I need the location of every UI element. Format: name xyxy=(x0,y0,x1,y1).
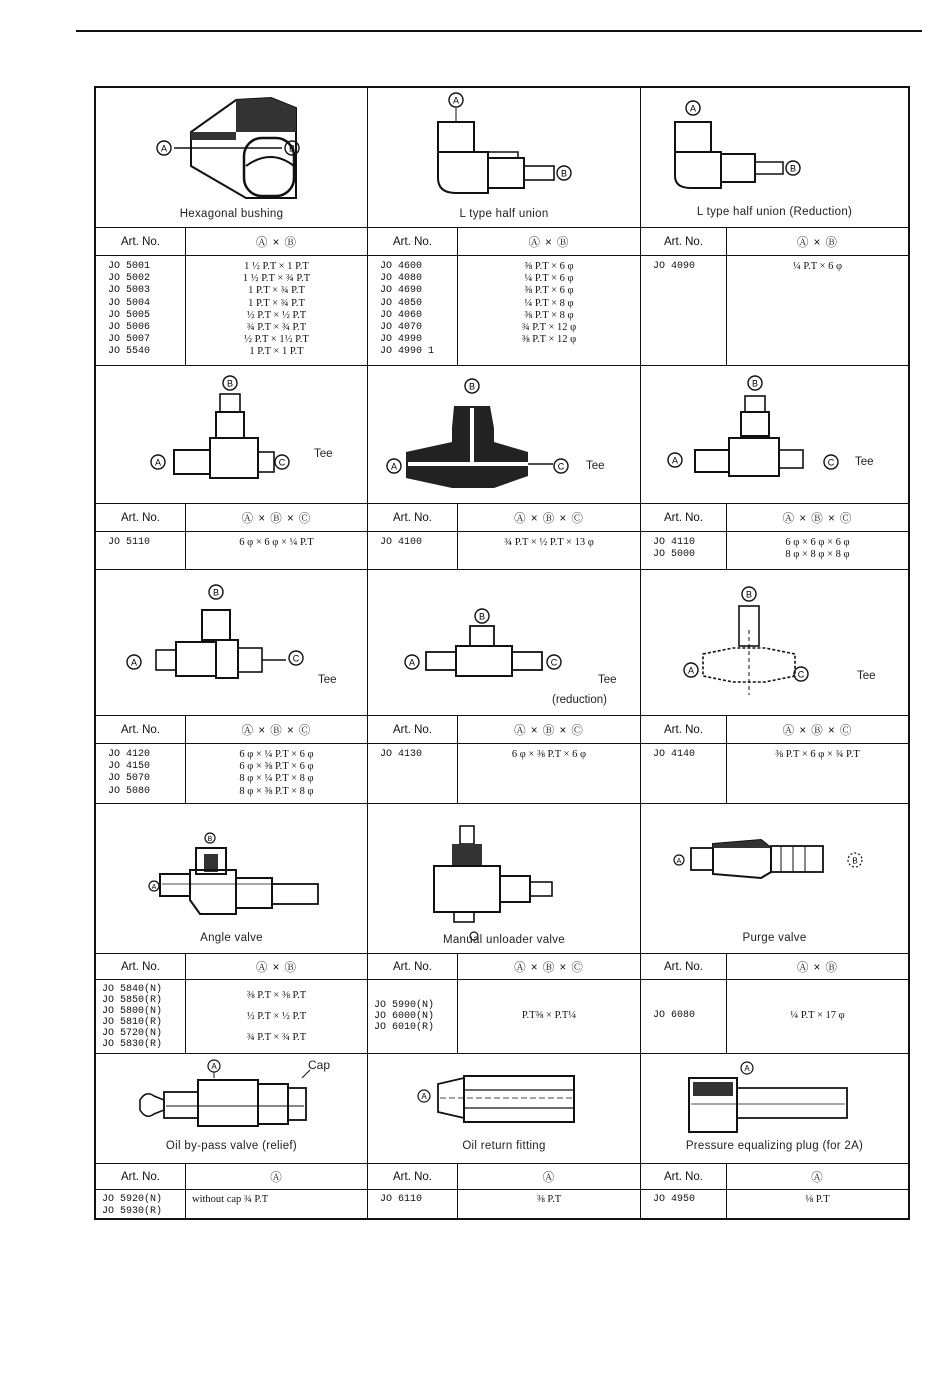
tee-cell-4 xyxy=(96,570,368,715)
row2-images xyxy=(96,366,908,504)
row3-tables xyxy=(96,716,908,804)
dimension-header: Ⓐ xyxy=(811,1171,824,1184)
art-no-list: JO 4600 JO 4080 JO 4690 JO 4050 JO 4060 JO 4070 JO 4990 JO 4990 1 xyxy=(368,256,458,365)
table-tee-1 xyxy=(96,504,368,569)
manual-unloader-valve-drawing xyxy=(368,804,641,954)
dimension-header: Ⓐ × Ⓑ × Ⓒ xyxy=(514,512,584,525)
mark-b: B xyxy=(789,163,797,174)
mark-a: A xyxy=(744,1064,750,1073)
row1-images xyxy=(96,88,908,228)
row5-images xyxy=(96,1054,908,1164)
mark-b: B xyxy=(288,143,296,154)
dimension-header: Ⓐ × Ⓑ × Ⓒ xyxy=(241,512,312,525)
mark-a: A xyxy=(452,95,460,106)
art-no-header: Art. No. xyxy=(368,228,458,255)
row1-tables xyxy=(96,228,908,366)
mark-a: A xyxy=(676,858,682,865)
art-no-header: Art. No. xyxy=(641,228,727,255)
tee-cell-6 xyxy=(641,570,908,715)
mark-a: A xyxy=(154,457,162,468)
row5-tables xyxy=(96,1164,908,1218)
mark-b: B xyxy=(751,378,759,389)
row3-images xyxy=(96,570,908,716)
dimension-header: Ⓐ × Ⓑ × Ⓒ xyxy=(782,512,853,525)
tee-drawing-2 xyxy=(368,366,641,504)
oil-bypass-valve-cell xyxy=(96,1054,368,1163)
tee-drawing-6 xyxy=(641,570,908,716)
dimension-header: Ⓐ xyxy=(542,1171,556,1184)
mark-a: A xyxy=(211,1062,217,1071)
oil-return-fitting-cell xyxy=(368,1054,641,1163)
table-manual-unloader-valve: Art. No. Ⓐ × Ⓑ × Ⓒ JO 5990(N) JO 6000(N) JO 6010(R) P.T⅜ × P.T¼ xyxy=(368,954,641,1053)
cap-label: Cap xyxy=(308,1058,331,1072)
tee-label: Tee xyxy=(855,456,874,468)
table-hexagonal-bushing xyxy=(96,228,368,365)
purge-valve-cell xyxy=(641,804,908,953)
dimension-list: ⅜ P.T × 6 φ ¼ P.T × 6 φ ⅜ P.T × 6 φ ¼ P.T × 8 φ ⅜ P.T × 8 φ ¾ P.T × 12 φ ⅜ P.T × 12 φ xyxy=(521,261,577,346)
table-purge-valve: Art. No. Ⓐ × Ⓑ JO 6080 ¼ P.T × 17 φ xyxy=(641,954,908,1053)
mark-a: A xyxy=(408,657,416,668)
art-no-header: Art. No. xyxy=(368,1164,458,1189)
mark-a: A xyxy=(390,461,398,472)
row4-images xyxy=(96,804,908,954)
table-tee-4: Art. No. Ⓐ × Ⓑ × Ⓒ JO 4120 JO 4150 JO 5070 JO 5080 6 φ × ¼ P.T × 6 φ 6 φ × ⅜ P.T × 6 φ 8 φ × ¼ P.T × 8 φ 8 φ × ⅜ P.T × 8 φ xyxy=(96,716,368,803)
table-tee-reduction: Art. No. Ⓐ × Ⓑ × Ⓒ JO 4130 6 φ × ⅜ P.T × 6 φ xyxy=(368,716,641,803)
tee-drawing-3 xyxy=(641,366,908,504)
art-no-header: Art. No. xyxy=(96,954,186,979)
art-no-header: Art. No. xyxy=(368,504,458,531)
mark-b: B xyxy=(478,611,486,622)
art-no: JO 4100 xyxy=(380,537,423,548)
row4-tables xyxy=(96,954,908,1054)
table-tee-3: Art. No. Ⓐ × Ⓑ × Ⓒ JO 4110 JO 5000 6 φ × 6 φ × 6 φ 8 φ × 8 φ × 8 φ xyxy=(641,504,908,569)
art-no: JO 5110 xyxy=(108,537,151,548)
mark-a: A xyxy=(687,665,695,676)
mark-c: C xyxy=(557,461,565,472)
table-tee-2 xyxy=(368,504,641,569)
table-l-type-half-union xyxy=(368,228,641,365)
dimension-header: Ⓐ × Ⓑ × Ⓒ xyxy=(514,724,584,737)
tee-label: Tee xyxy=(314,448,333,460)
table-tee-6: Art. No. Ⓐ × Ⓑ × Ⓒ JO 4140 ⅜ P.T × 6 φ × ¾ P.T xyxy=(641,716,908,803)
table-oil-return-fitting: Art. No. Ⓐ JO 6110 ⅜ P.T xyxy=(368,1164,641,1218)
caption-purge-valve: Purge valve xyxy=(742,932,807,944)
dimension-header: Ⓐ × Ⓑ xyxy=(796,961,839,974)
caption-l-type-half-union-reduction: L type half union (Reduction) xyxy=(696,206,853,218)
dimension: 6 φ × 6 φ × ¼ P.T xyxy=(239,537,314,548)
mark-b: B xyxy=(745,589,753,600)
fittings-catalog-table xyxy=(94,86,910,1220)
mark-b: B xyxy=(468,381,476,392)
caption-hexagonal-bushing: Hexagonal bushing xyxy=(179,208,284,220)
l-type-half-union-reduction-cell xyxy=(641,88,908,227)
mark-c: C xyxy=(827,457,835,468)
caption-pressure-equalizing-plug: Pressure equalizing plug (for 2A) xyxy=(685,1140,864,1152)
mark-b: B xyxy=(212,587,220,598)
tee-label: Tee xyxy=(857,670,876,682)
art-no-header: Art. No. xyxy=(368,954,458,979)
dimension-header: Ⓐ × Ⓑ × Ⓒ xyxy=(241,724,312,737)
caption-oil-bypass-valve: Oil by-pass valve (relief) xyxy=(165,1140,298,1152)
mark-b: B xyxy=(852,856,858,866)
table-angle-valve: Art. No. Ⓐ × Ⓑ JO 5840(N) JO 5850(R) JO 5800(N) JO 5810(R) JO 5720(N) JO 5830(R) ⅜ P.T × ⅜ P.T ½ P.T × ½ P.T ¾ P.T × ¾ P.T xyxy=(96,954,368,1053)
mark-b: B xyxy=(207,836,213,843)
mark-a: A xyxy=(151,884,157,891)
reduction-label: (reduction) xyxy=(552,694,607,706)
tee-label: Tee xyxy=(318,674,337,686)
caption-l-type-half-union: L type half union xyxy=(459,208,549,220)
l-type-half-union-drawing xyxy=(368,88,641,228)
dimension-header: Ⓐ × Ⓑ xyxy=(255,236,298,249)
art-no-header: Art. No. xyxy=(96,716,186,743)
dimension-header: Ⓐ × Ⓑ × Ⓒ xyxy=(782,724,853,737)
mark-a: A xyxy=(160,143,168,154)
table-oil-bypass-valve: Art. No. Ⓐ JO 5920(N) JO 5930(R) without cap ¾ P.T xyxy=(96,1164,368,1218)
mark-b: B xyxy=(226,378,234,389)
art-no-header: Art. No. xyxy=(641,954,727,979)
dimension-list: 1 ½ P.T × 1 P.T 1 ½ P.T × ¾ P.T 1 P.T × ¾ P.T 1 P.T × ¾ P.T ½ P.T × ½ P.T ¾ P.T × ¾ P.T ½ P.T × 1½ P.T 1 P.T × 1 P.T xyxy=(242,261,311,358)
tee-drawing-1 xyxy=(96,366,368,504)
hexagonal-bushing-cell xyxy=(96,88,368,227)
caption-angle-valve: Angle valve xyxy=(200,932,263,944)
art-no-header: Art. No. xyxy=(641,716,727,743)
mark-c: C xyxy=(292,653,300,664)
mark-a: A xyxy=(130,657,138,668)
mark-a: A xyxy=(689,103,697,114)
mark-c: C xyxy=(550,657,558,668)
top-rule xyxy=(76,30,922,32)
art-no-header: Art. No. xyxy=(641,1164,727,1189)
dimension-header: Ⓐ × Ⓑ xyxy=(255,961,298,974)
tee-drawing-4 xyxy=(96,570,368,716)
mark-a: A xyxy=(671,455,679,466)
pressure-equalizing-plug-cell xyxy=(641,1054,908,1163)
dimension-header: Ⓐ × Ⓑ xyxy=(796,236,839,249)
dimension: ¾ P.T × ½ P.T × 13 φ xyxy=(504,537,594,548)
dimension-list: ¼ P.T × 6 φ xyxy=(792,261,843,272)
tee-cell-1 xyxy=(96,366,368,503)
table-l-type-half-union-reduction xyxy=(641,228,908,365)
art-no-header: Art. No. xyxy=(368,716,458,743)
mark-a: A xyxy=(421,1092,427,1101)
art-no-list: JO 4090 xyxy=(641,256,727,365)
tee-cell-2 xyxy=(368,366,641,503)
hexagonal-bushing-drawing xyxy=(96,88,368,228)
mark-b: B xyxy=(560,168,568,179)
dimension-header: Ⓐ × Ⓑ xyxy=(528,236,570,249)
art-no-list: JO 5001 JO 5002 JO 5003 JO 5004 JO 5005 JO 5006 JO 5007 JO 5540 xyxy=(96,256,186,365)
art-no-header: Art. No. xyxy=(96,1164,186,1189)
tee-cell-3 xyxy=(641,366,908,503)
caption-oil-return-fitting: Oil return fitting xyxy=(462,1140,546,1152)
mark-c: C xyxy=(278,457,286,468)
table-pressure-equalizing-plug: Art. No. Ⓐ JO 4950 ⅛ P.T xyxy=(641,1164,908,1218)
tee-reduction-cell xyxy=(368,570,641,715)
angle-valve-cell xyxy=(96,804,368,953)
tee-label: Tee xyxy=(598,674,617,686)
row2-tables xyxy=(96,504,908,570)
dimension-header: Ⓐ × Ⓑ × Ⓒ xyxy=(514,961,584,974)
art-no-header: Art. No. xyxy=(641,504,727,531)
art-no-header: Art. No. xyxy=(96,228,186,255)
l-type-half-union-cell xyxy=(368,88,641,227)
tee-label: Tee xyxy=(586,460,605,472)
caption-manual-unloader-valve: Manual unloader valve xyxy=(442,934,565,946)
art-no-header: Art. No. xyxy=(96,504,186,531)
mark-c: C xyxy=(797,669,805,680)
dimension-header: Ⓐ xyxy=(270,1171,283,1184)
manual-unloader-valve-cell xyxy=(368,804,641,953)
